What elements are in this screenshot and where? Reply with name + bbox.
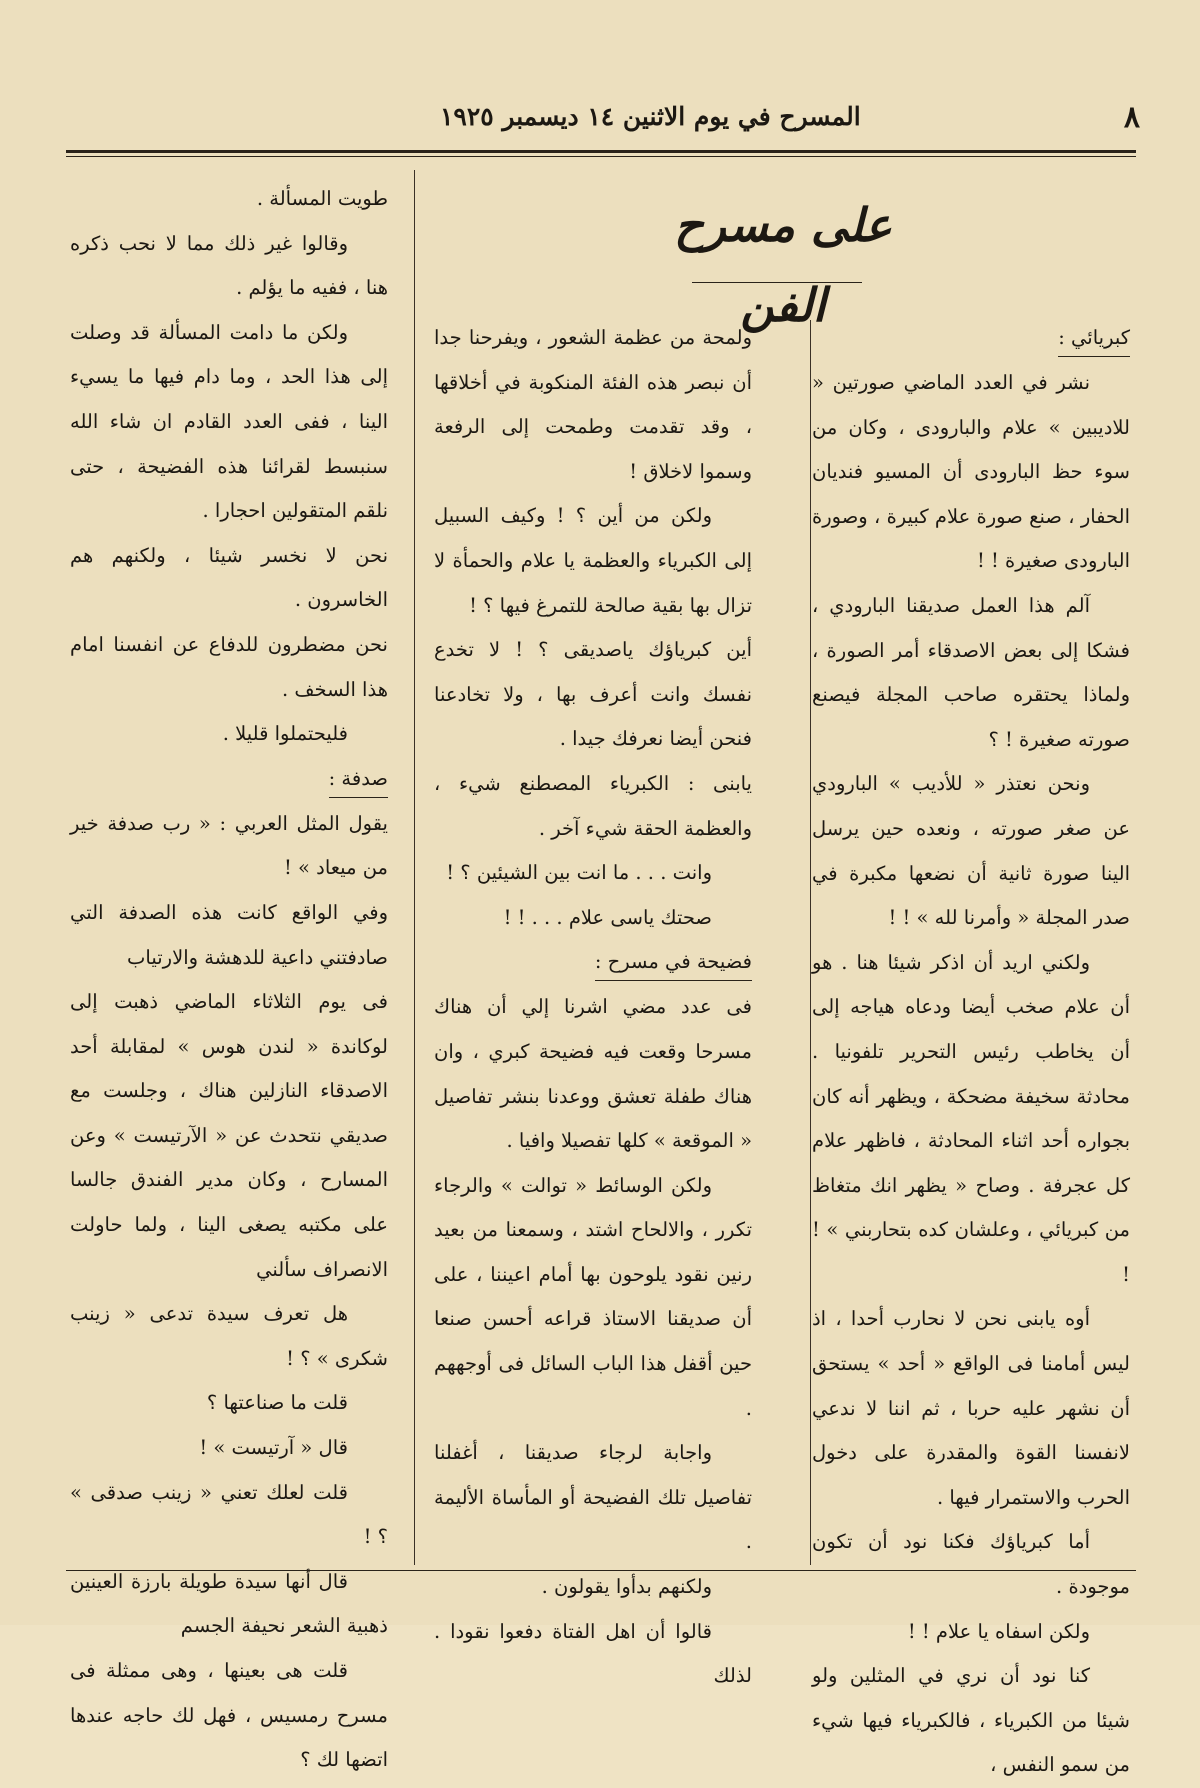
paragraph: قلت لعلك تعني « زينب صدقى » ؟ ! [70, 1480, 388, 1549]
paragraph: نحن لا نخسر شيئا ، ولكنهم هم الخاسرون . [70, 543, 388, 612]
footer-rule [66, 1570, 1136, 1571]
paragraph: ونحن نعتذر « للأديب » البارودي عن صغر صورته ، ونعده حين يرسل الينا صورة ثانية أن نضعها مكبرة في صدر المجلة « وأمرنا لله » ! ! [812, 772, 1130, 930]
paragraph: واجابة لرجاء صديقنا ، أغفلنا تفاصيل تلك الفضيحة أو المأساة الأليمة . [434, 1441, 752, 1554]
paragraph: قال « آرتيست » ! [199, 1436, 348, 1460]
paragraph: فى يوم الثلاثاء الماضي ذهبت إلى لوكاندة « لندن هوس » لمقابلة أحد الاصدقاء النازلين هناك ، وجلست مع صديقي نتحدث عن « الآرتيست » وعن المسارح ، وكان مدير الفندق جالسا على مكتبه يصغى الينا ، ولما حاولت الانصراف سألني [70, 990, 388, 1281]
article-column-right [812, 316, 1130, 1788]
paragraph: ولكن الوسائط « توالت » والرجاء تكرر ، والالحاح اشتد ، وسمعنا من بعيد رنين نقود يلوحون بها أمام اعيننا ، على أن صديقنا الاستاذ قراعه أحسن صنعا حين أقفل هذا الباب السائل فى أوجههم . [434, 1173, 752, 1420]
paragraph: قلت هى بعينها ، وهى ممثلة فى مسرح رمسيس ، فهل لك حاجه عندها اتضها لك ؟ [70, 1659, 388, 1772]
paragraph: ولمحة من عظمة الشعور ، ويفرحنا جدا أن نبصر هذه الفئة المنكوبة في أخلاقها ، وقد تقدمت وطمحت إلى الرفعة وسموا لاخلاق ! [434, 326, 752, 483]
paragraph: كنا نود أن نري في المثلين ولو شيئا من الكبرياء ، فالكبرياء فيها شيء من سمو النفس ، [812, 1664, 1130, 1777]
paragraph: أما كبرياؤك فكنا نود أن تكون موجودة . [812, 1530, 1130, 1599]
paragraph: يابنى : الكبرياء المصطنع شيء ، والعظمة الحقة شيء آخر . [434, 771, 752, 840]
section-masthead: على مسرح الفن [674, 198, 892, 332]
paragraph: آلم هذا العمل صديقنا البارودي ، فشكا إلى بعض الاصدقاء أمر الصورة ، ولماذا يحتقره صاحب المجلة فيصنع صورته صغيرة ! ؟ [812, 593, 1130, 751]
section-heading: فضيحة في مسرح : [595, 944, 752, 981]
article-column-middle [434, 316, 752, 1699]
paragraph: ولكن ما دامت المسألة قد وصلت إلى هذا الحد ، وما دام فيها ما يسيء الينا ، ففى العدد القادم ان شاء الله سنبسط لقرائنا هذه الفضيحة ، حتى نلقم المتقولين احجارا . [70, 320, 388, 523]
paragraph: ولكني اريد أن اذكر شيئا هنا . هو أن علام صخب أيضا ودعاه هياجه إلى أن يخاطب رئيس التحرير تلفونيا . محادثة سخيفة مضحكة ، ويظهر أنه كان بجواره أحد اثناء المحادثة ، فاظهر علام كل عجرفة . وصاح « يظهر انك متغاظ من كبريائي ، وعلشان كده بتحاربني » ! ! [812, 950, 1130, 1286]
section-heading: صدفة : [329, 761, 388, 798]
paragraph: فليحتملوا قليلا . [222, 722, 348, 746]
page-number: ٨ [1123, 100, 1140, 135]
column-divider-left [414, 170, 415, 1565]
paragraph: قلت ما صناعتها ؟ [206, 1391, 348, 1415]
paragraph: نشر في العدد الماضي صورتين « للاديبين » علام والبارودى ، وكان من سوء حظ البارودى أن المسيو فنديان الحفار ، صنع صورة علام كبيرة ، وصورة البارودى صغيرة ! ! [812, 371, 1130, 573]
section-heading: كبريائي : [1058, 320, 1130, 357]
paragraph: وفي الواقع كانت هذه الصدفة التي صادفتني داعية للدهشة والارتياب [70, 900, 388, 969]
paragraph: فى عدد مضي اشرنا إلي أن هناك مسرحا وقعت فيه فضيحة كبري ، وان هناك طفلة تعشق ووعدنا بنشر تفاصيل « الموقعة » كلها تفصيلا وافيا . [434, 995, 752, 1153]
header-rule [66, 150, 1136, 153]
masthead-rule [692, 282, 862, 283]
paragraph: أوه يابنى نحن لا نحارب أحدا ، اذ ليس أمامنا فى الواقع « أحد » يستحق أن نشهر عليه حربا ، ثم اننا لا ندعي لانفسنا القوة والمقدرة على دخول الحرب والاستمرار فيها . [812, 1307, 1130, 1509]
page-header [0, 98, 1200, 148]
article-column-left [70, 177, 388, 1783]
paragraph: ولكن اسفاه يا علام ! ! [907, 1619, 1090, 1643]
paragraph: طويت المسألة . [256, 187, 388, 210]
paragraph: يقول المثل العربي : « رب صدفة خير من ميعاد » ! [70, 811, 388, 880]
paragraph: وقالوا غير ذلك مما لا نحب ذكره هنا ، ففيه ما يؤلم . [70, 231, 388, 300]
header-rule-thin [66, 156, 1136, 157]
paragraph: قالوا أن اهل الفتاة دفعوا نقودا . لذلك [434, 1619, 752, 1688]
header-title: المسرح في يوم الاثنين ١٤ ديسمبر ١٩٢٥ [440, 102, 861, 131]
paragraph: نحن مضطرون للدفاع عن انفسنا امام هذا السخف . [70, 632, 388, 701]
paragraph: أين كبرياؤك ياصديقى ؟ ! لا تخدع نفسك وانت أعرف بها ، ولا تخادعنا فنحن أيضا نعرفك جيدا . [434, 638, 752, 751]
paragraph: صحتك ياسى علام . . . ! ! [503, 905, 712, 929]
paragraph: قال أنها سيدة طويلة بارزة العينين ذهبية الشعر نحيفة الجسم [70, 1569, 388, 1638]
column-divider-right [810, 320, 811, 1565]
paragraph: هل تعرف سيدة تدعى « زينب شكرى » ؟ ! [70, 1302, 388, 1370]
paragraph: ولكنهم بدأوا يقولون . [541, 1575, 712, 1599]
paragraph: وانت . . . ما انت بين الشيئين ؟ ! [446, 861, 712, 885]
paragraph: ولكن من أين ؟ ! وكيف السبيل إلى الكبرياء والعظمة يا علام والحمأة لا تزال بها بقية صالحة للتمرغ فيها ؟ ! [434, 504, 752, 617]
